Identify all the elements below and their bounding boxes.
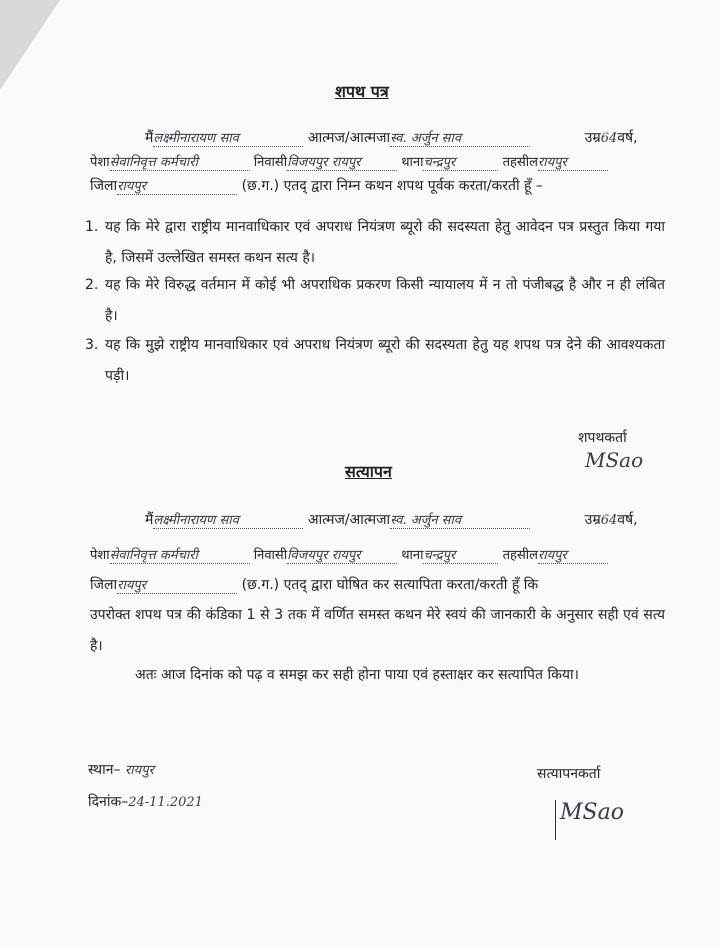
affidavit-point-3 xyxy=(85,330,665,392)
label: आत्मज/आत्मजा xyxy=(307,512,391,528)
page-corner-shadow xyxy=(0,0,60,90)
police-station-field: चन्द्रपुर xyxy=(423,152,498,171)
verifier-signature: MSao xyxy=(555,800,624,840)
label: उम्र xyxy=(584,130,601,146)
label: तहसील xyxy=(502,155,538,170)
date-label: दिनांक– xyxy=(88,794,129,810)
label: वर्ष, xyxy=(617,512,638,528)
tehsil-field: रायपुर xyxy=(538,545,608,564)
label: पेशा xyxy=(90,548,110,563)
date-line xyxy=(88,792,203,811)
affidavit-title: शपथ पत्र xyxy=(335,82,389,101)
place-line xyxy=(88,760,154,779)
label: थाना xyxy=(401,155,424,170)
verifier-label: सत्यापनकर्ता xyxy=(537,766,601,782)
occupation-field: सेवानिवृत्त कर्मचारी xyxy=(110,545,250,564)
label: जिला xyxy=(90,577,118,593)
point-number: 1. xyxy=(85,219,99,235)
verification-line-2 xyxy=(90,545,608,564)
father-name-field: स्व. अर्जुन साव xyxy=(390,128,530,147)
occupation-field: सेवानिवृत्त कर्मचारी xyxy=(110,152,250,171)
police-station-field: चन्द्रपुर xyxy=(423,545,498,564)
verification-body-1: उपरोक्त शपथ पत्र की कंडिका 1 से 3 तक में वर्णित समस्त कथन मेरे स्वयं की जानकारी के अनुसार सही एवं सत्य है। xyxy=(90,607,665,654)
place-label: स्थान– xyxy=(88,762,121,778)
name-field: लक्ष्मीनारायण साव xyxy=(153,510,303,529)
affidavit-line-2 xyxy=(90,152,608,171)
label: जिला xyxy=(90,178,118,194)
place-field: रायपुर xyxy=(124,763,154,778)
verification-line-1 xyxy=(145,510,638,529)
label: उम्र xyxy=(584,512,601,528)
age-field: 64 xyxy=(600,513,618,528)
label: निवासी xyxy=(253,548,288,563)
age-field: 64 xyxy=(600,131,618,146)
district-field: रायपुर xyxy=(117,575,237,594)
affidavit-point-2 xyxy=(85,270,665,332)
label: तहसील xyxy=(502,548,538,563)
affidavit-line-1 xyxy=(145,128,638,147)
date-field: 24-11.2021 xyxy=(128,795,203,810)
label: मैं xyxy=(145,130,154,146)
affiant-signature: MSao xyxy=(585,448,644,472)
affiant-label: शपथकर्ता xyxy=(578,430,627,446)
name-field: लक्ष्मीनारायण साव xyxy=(153,128,303,147)
label: मैं xyxy=(145,512,154,528)
label: आत्मज/आत्मजा xyxy=(307,130,391,146)
resident-field: विजयपुर रायपुर xyxy=(287,152,397,171)
point-number: 3. xyxy=(85,337,99,353)
affidavit-point-1 xyxy=(85,212,665,274)
label: पेशा xyxy=(90,155,110,170)
father-name-field: स्व. अर्जुन साव xyxy=(390,510,530,529)
point-text: यह कि मेरे द्वारा राष्ट्रीय मानवाधिकार एवं अपराध नियंत्रण ब्यूरो की सदस्यता हेतु आवेदन पत्र प्रस्तुत किया गया है, जिसमें उल्लेखित समस्त कथन सत्य है। xyxy=(105,219,665,266)
district-field: रायपुर xyxy=(117,176,237,195)
point-number: 2. xyxy=(85,277,99,293)
tehsil-field: रायपुर xyxy=(538,152,608,171)
point-text: यह कि मुझे राष्ट्रीय मानवाधिकार एवं अपराध नियंत्रण ब्यूरो की सदस्यता हेतु यह शपथ पत्र देने की आवश्यकता पड़ी। xyxy=(105,337,665,384)
resident-field: विजयपुर रायपुर xyxy=(287,545,397,564)
verification-body-2: अतः आज दिनांक को पढ़ व समझ कर सही होना पाया एवं हस्ताक्षर कर सत्यापित किया। xyxy=(135,667,579,683)
verification-line-3 xyxy=(90,575,538,594)
point-text: यह कि मेरे विरुद्ध वर्तमान में कोई भी अपराधिक प्रकरण किसी न्यायालय में न तो पंजीबद्ध है और न ही लंबित है। xyxy=(105,277,665,324)
declaration-text: (छ.ग.) एतद् द्वारा निम्न कथन शपथ पूर्वक करता/करती हूँ – xyxy=(241,178,543,194)
declaration-text: (छ.ग.) एतद् द्वारा घोषित कर सत्यापिता करता/करती हूँ कि xyxy=(241,577,539,593)
label: थाना xyxy=(401,548,424,563)
affidavit-line-3 xyxy=(90,176,543,195)
label: वर्ष, xyxy=(617,130,638,146)
verification-title: सत्यापन xyxy=(345,462,392,481)
label: निवासी xyxy=(253,155,288,170)
